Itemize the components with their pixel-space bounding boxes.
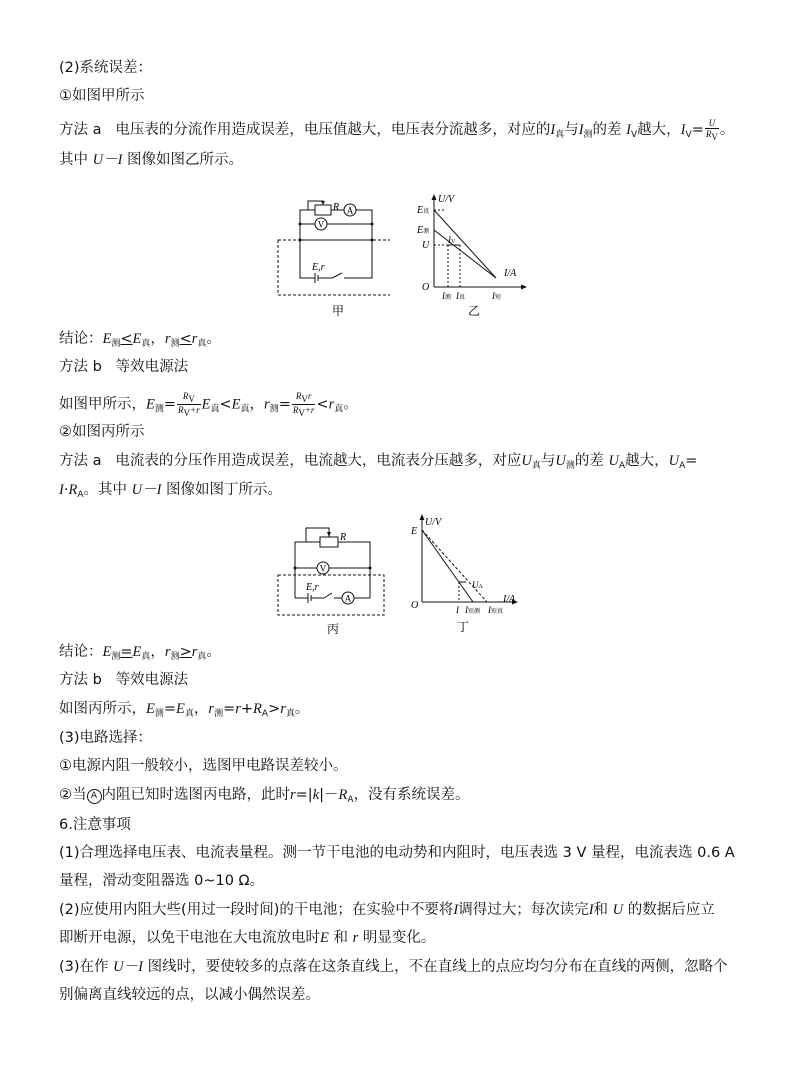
section-heading-circuit-choice: (3)电路选择： xyxy=(59,730,153,746)
graph-ding xyxy=(405,512,535,640)
ammeter-circle-icon: A xyxy=(87,789,102,804)
battery-label-2: E,r xyxy=(306,582,319,593)
section-heading-system-error: (2)系统误差： xyxy=(59,60,153,76)
ammeter-label: A xyxy=(346,205,354,216)
e-measured-label: E测 xyxy=(417,225,430,236)
i-tick: I xyxy=(456,605,459,615)
figure-caption-ding: 丁 xyxy=(456,620,470,634)
conclusion-1: 结论：$E_测<E_真$，$r_测<r_真$。 xyxy=(59,331,221,349)
graph-yi xyxy=(412,192,537,322)
e-label: E xyxy=(411,526,418,537)
battery-label: E,r xyxy=(312,262,325,273)
voltmeter-label-2: V xyxy=(319,563,327,574)
method-a-paragraph-1: 方法 a 电压表的分流作用造成误差，电压值越大，电压表分流越多，对应的$I_真$与$I_测$的差 $I_V$越大，$I_V=$ $\frac{U}{RV}$ 。 xyxy=(59,118,735,142)
ua-label: UA xyxy=(472,580,483,590)
origin-label: O xyxy=(422,282,430,293)
equivalent-source-eq-2: 如图丙所示，$E_测=E_真$，$r_测=r+R_A>r_真$。 xyxy=(59,701,310,719)
resistor-label: R xyxy=(333,202,340,213)
origin-label-2: O xyxy=(411,600,419,611)
i-true-tick: I真 xyxy=(456,291,466,301)
ammeter-label-2: A xyxy=(344,593,352,604)
i-measured-tick: I测 xyxy=(442,291,452,301)
method-b-1: 方法 b 等效电源法 xyxy=(59,359,189,375)
iv-label: IV xyxy=(448,235,456,245)
circuit-diagram-jia xyxy=(270,198,390,323)
voltmeter-label: V xyxy=(317,219,325,230)
figure-caption-jia: 甲 xyxy=(331,304,345,318)
method-a-paragraph-2: 其中 U－I 图像如图乙所示。 xyxy=(59,152,244,168)
section-heading-notes: 6.注意事项 xyxy=(59,817,131,833)
circuit-diagram-bing xyxy=(270,520,390,638)
circuit-choice-item-2: ②当 A 内阻已知时选图丙电路，此时$r=|k|-R_A$，没有系统误差。 xyxy=(59,787,470,805)
method-b-2: 方法 b 等效电源法 xyxy=(59,672,189,688)
axis-i-label: I/A xyxy=(504,268,517,279)
note-1-line-2: 量程，滑动变阻器选 0~10 Ω。 xyxy=(59,873,265,889)
axis-i-label-2: I/A xyxy=(503,594,516,605)
case-2-title: ②如图丙所示 xyxy=(59,424,145,440)
note-2-line-2: 即断开电源，以免干电池在大电流放电时E 和 r 明显变化。 xyxy=(59,930,436,946)
i-short-measured-tick: I短测 xyxy=(465,605,481,615)
axis-u-label-2: U/V xyxy=(425,517,442,528)
note-3-line-1: (3)在作 U－I 图线时，要使较多的点落在这条直线上，不在直线上的点应均匀分布在直线的两侧，忽略个 xyxy=(59,959,728,975)
resistor-label-2: R xyxy=(340,532,347,543)
axis-u-label: U/V xyxy=(438,194,455,205)
method-a-paragraph-3: 方法 a 电流表的分压作用造成误差，电流越大，电流表分压越多，对应$U_真$与$U_测$的差 $U_A$越大，$U_A=$ xyxy=(59,453,698,471)
note-2-line-1: (2)应使用内阻大些(用过一段时间)的干电池；在实验中不要将I调得过大；每次读完I和 U 的数据后应立 xyxy=(59,902,715,918)
e-true-label: E真 xyxy=(417,205,430,216)
method-a-paragraph-4: $I\cdot R_A$。其中 U－I 图像如图丁所示。 xyxy=(59,482,283,500)
note-1-line-1: (1)合理选择电压表、电流表量程。测一节干电池的电动势和内阻时，电压表选 3 V 量程，电流表选 0.6 A xyxy=(59,845,735,861)
figure-caption-bing: 丙 xyxy=(326,622,340,636)
u-label: U xyxy=(422,240,430,251)
conclusion-2: 结论：$E_测=E_真$，$r_测>r_真$。 xyxy=(59,644,221,662)
note-3-line-2: 别偏离直线较远的点，以减小偶然误差。 xyxy=(59,987,320,1003)
circuit-choice-item-1: ①电源内阻一般较小，选图甲电路误差较小。 xyxy=(59,758,348,774)
figure-caption-yi: 乙 xyxy=(467,304,481,318)
i-short-true-tick: I短真 xyxy=(488,605,504,615)
i-short-tick: I短 xyxy=(492,291,502,301)
equivalent-source-eq-1: 如图甲所示，$E_测=$ $\frac{RV}{RV+r}$ $E_真<E_真$，$r_测=$ $\frac{\text{RVr}}{RV+r}$ $<r_真$。 xyxy=(59,391,358,418)
case-1-title: ①如图甲所示 xyxy=(59,88,145,104)
